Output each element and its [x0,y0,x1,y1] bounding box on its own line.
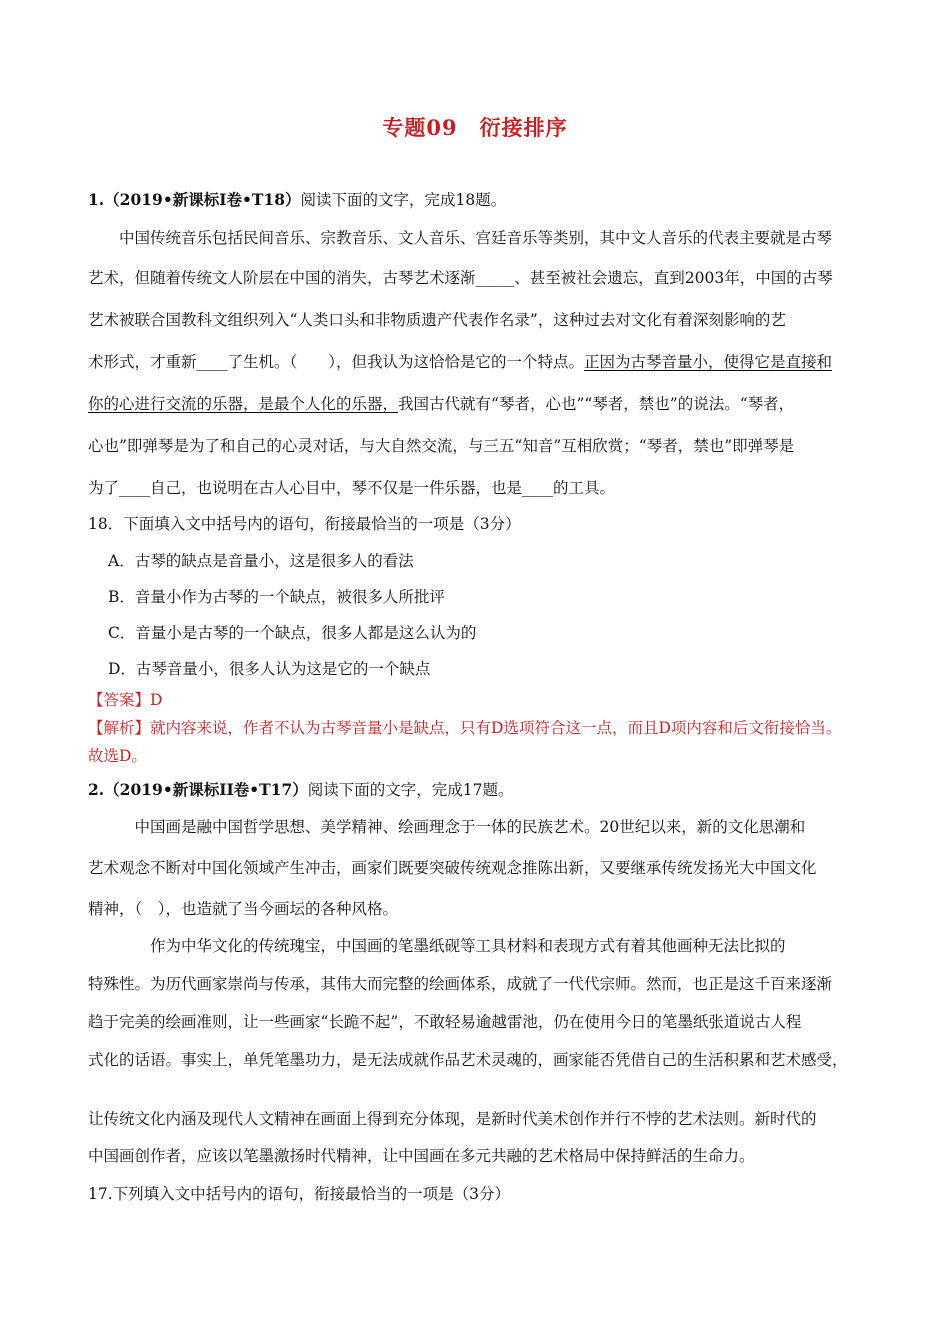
page-title: 专题09 衍接排序 [382,115,568,140]
analysis-label: 【解析】 [88,719,151,737]
q1-passage-line: 为了____自己，也说明在古人心目中，琴不仅是一件乐器，也是____的工具。 [88,479,616,497]
answer-value: D [150,691,163,709]
q1-passage-text: 我国古代就有“琴者，心也”“琴者，禁也”的说法。“琴者， [398,395,795,413]
q1-header [88,188,506,210]
q2-instruction: 阅读下面的文字，完成17题。 [307,781,514,799]
q1-question: 18．下面填入文中括号内的语句，衔接最恰当的一项是（3分） [88,515,521,533]
q1-underlined-sentence: 你的心进行交流的乐器，是最个人化的乐器， [88,395,399,413]
q1-passage-line: 中国传统音乐包括民间音乐、宗教音乐、文人音乐、宫廷音乐等类别，其中文人音乐的代表主要就是古琴 [88,229,833,247]
q2-passage-line: 中国画创作者，应该以笔墨激扬时代精神，让中国画在多元共融的艺术格局中保持鲜活的生命力。 [88,1147,755,1165]
q2-header [88,778,513,800]
q1-answer [88,688,162,710]
q1-passage-line: 心也”即弹琴是为了和自己的心灵对话，与大自然交流，与三五“知音”互相欣赏；“琴者，禁也”即弹琴是 [88,437,795,455]
q2-passage-line: 让传统文化内涵及现代人文精神在画面上得到充分体现，是新时代美术创作并行不悖的艺术法则。新时代的 [88,1110,817,1128]
q2-passage-line: 作为中华文化的传统瑰宝，中国画的笔墨纸砚等工具材料和表现方式有着其他画种无法比拟的 [88,937,786,955]
q2-passage-line: 精神，（ ），也造就了当今画坛的各种风格。 [88,900,399,918]
q2-passage-line: 式化的话语。事实上，单凭笔墨功力，是无法成就作品艺术灵魂的，画家能否凭借自己的生活积累和艺术感受， [88,1051,848,1069]
q1-option-d: D．古琴音量小，很多人认为这是它的一个缺点 [108,660,431,678]
q1-option-a: A．古琴的缺点是音量小，这是很多人的看法 [108,552,414,570]
q1-source: 1.（2019•新课标Ⅰ卷•T18） [88,190,301,209]
q1-instruction: 阅读下面的文字，完成18题。 [300,191,507,209]
q2-passage-line: 中国画是融中国哲学思想、美学精神、绘画理念于一体的民族艺术。20世纪以来，新的文化思潮和 [88,818,806,836]
q1-analysis-cont: 故选D。 [88,747,147,765]
analysis-text: 就内容来说，作者不认为古琴音量小是缺点，只有D选项符合这一点，而且D项内容和后文衔接恰当。 [150,719,842,737]
q2-source: 2.（2019•新课标II卷•T17） [88,780,308,799]
q1-option-b: B．音量小作为古琴的一个缺点，被很多人所批评 [108,588,445,606]
q2-question: 17.下列填入文中括号内的语句，衔接最恰当的一项是（3分） [88,1185,511,1203]
q2-passage-line: 艺术观念不断对中国化领域产生冲击，画家们既要突破传统观念推陈出新，又要继承传统发扬光大中国文化 [88,859,817,877]
q1-passage-line [88,350,868,372]
answer-label: 【答案】 [88,691,151,709]
q1-passage-line [88,392,868,414]
q2-passage-line: 趋于完美的绘画准则，让一些画家“长跪不起”，不敢轻易逾越雷池，仍在使用今日的笔墨纸张道说古人程 [88,1013,802,1031]
q2-passage-line: 特殊性。为历代画家崇尚与传承，其伟大而完整的绘画体系，成就了一代代宗师。然而，也正是这千百来逐渐 [88,975,833,993]
q1-passage-line: 艺术被联合国教科文组织列入“人类口头和非物质遗产代表作名录”，这种过去对文化有着深刻影响的艺 [88,311,786,329]
q1-passage-text: 术形式，才重新____了生机。（ ），但我认为这恰恰是它的一个特点。 [88,353,585,371]
q1-underlined-sentence: 正因为古琴音量小，使得它是直接和 [584,353,833,371]
q1-analysis [88,716,841,738]
q1-passage-line: 艺术，但随着传统文人阶层在中国的消失，古琴艺术逐渐_____、甚至被社会遗忘，直到2003年，中国的古琴 [88,269,833,287]
q1-option-c: C．音量小是古琴的一个缺点，很多人都是这么认为的 [108,624,477,642]
